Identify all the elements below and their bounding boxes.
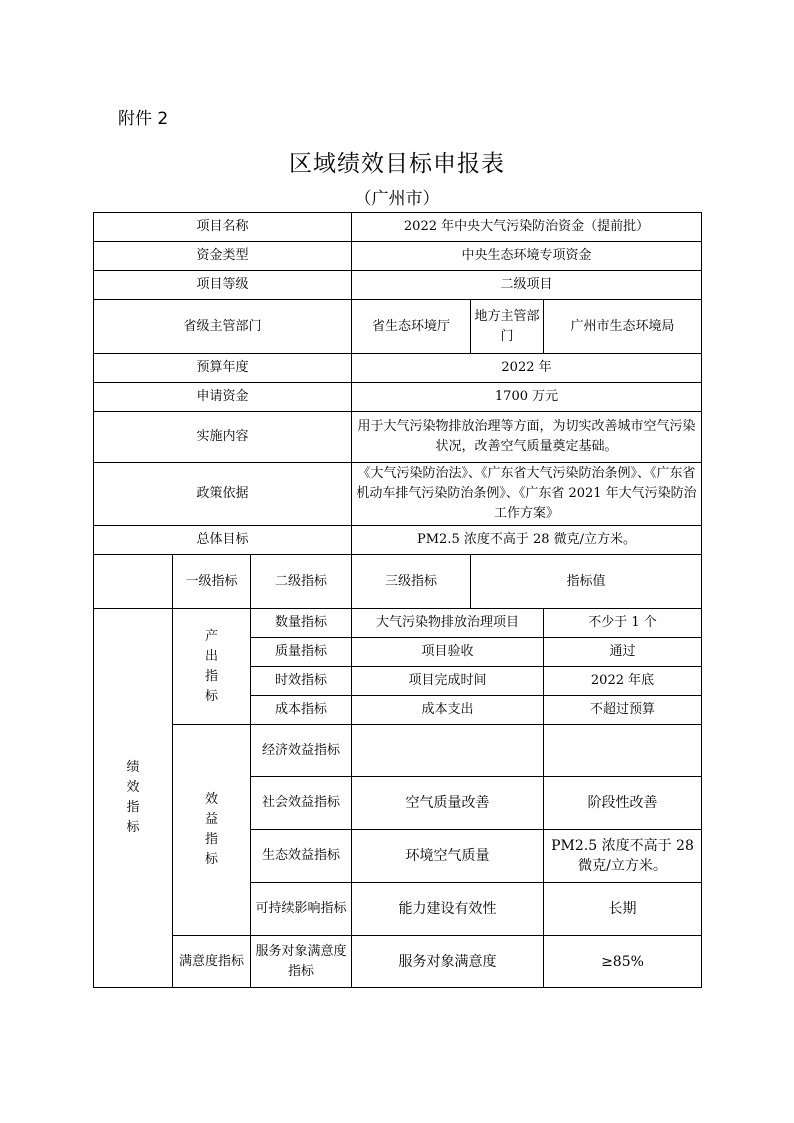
output-l2: 时效指标 [251, 667, 352, 696]
benefit-value: 阶段性改善 [544, 777, 702, 830]
value-apply-fund: 1700 万元 [352, 383, 702, 412]
label-goal: 总体目标 [94, 526, 352, 555]
label-project-level: 项目等级 [94, 271, 352, 300]
benefit-value: 长期 [544, 883, 702, 936]
row-fund-type [94, 242, 702, 271]
value-project-name: 2022 年中央大气污染防治资金（提前批） [352, 213, 702, 242]
header-level2: 二级指标 [251, 555, 352, 609]
value-goal: PM2.5 浓度不高于 28 微克/立方米。 [352, 526, 702, 555]
region-subtitle: （广州市） [354, 189, 440, 209]
table-row [94, 725, 702, 777]
value-policy: 《大气污染防治法》、《广东省大气污染防治条例》、《广东省机动车排气污染防治条例》、《广东省 2021 年大气污染防治工作方案》 [352, 463, 702, 526]
output-l2: 成本指标 [251, 696, 352, 725]
benefit-indicator-label [173, 725, 251, 936]
row-goal [94, 526, 702, 555]
benefit-l3: 环境空气质量 [352, 830, 544, 883]
label-fund-type: 资金类型 [94, 242, 352, 271]
label-policy: 政策依据 [94, 463, 352, 526]
header-level3: 三级指标 [352, 555, 471, 609]
benefit-value [544, 725, 702, 777]
value-project-level: 二级项目 [352, 271, 702, 300]
value-provincial-dept: 省生态环境厅 [352, 300, 471, 354]
table-row [94, 609, 702, 638]
output-l3: 大气污染物排放治理项目 [352, 609, 544, 638]
row-indicator-header [94, 555, 702, 609]
satisfaction-l2: 服务对象满意度指标 [251, 936, 352, 988]
label-apply-fund: 申请资金 [94, 383, 352, 412]
row-departments [94, 300, 702, 354]
row-budget-year [94, 354, 702, 383]
benefit-indicator-text: 效 益 指 标 [204, 792, 218, 867]
output-l3: 项目验收 [352, 638, 544, 667]
benefit-l2: 生态效益指标 [251, 830, 352, 883]
benefit-l2: 经济效益指标 [251, 725, 352, 777]
satisfaction-value: ≥85% [544, 936, 702, 988]
label-budget-year: 预算年度 [94, 354, 352, 383]
value-content: 用于大气污染物排放治理等方面，为切实改善城市空气污染状况，改善空气质量奠定基础。 [352, 412, 702, 463]
output-l2: 数量指标 [251, 609, 352, 638]
output-l3: 成本支出 [352, 696, 544, 725]
row-project-level [94, 271, 702, 300]
satisfaction-l3: 服务对象满意度 [352, 936, 544, 988]
benefit-l2: 可持续影响指标 [251, 883, 352, 936]
output-indicator-label [173, 609, 251, 725]
output-indicator-text: 产 出 指 标 [204, 628, 218, 704]
benefit-l3 [352, 725, 544, 777]
label-provincial-dept: 省级主管部门 [94, 300, 352, 354]
value-fund-type: 中央生态环境专项资金 [352, 242, 702, 271]
label-content: 实施内容 [94, 412, 352, 463]
output-value: 2022 年底 [544, 667, 702, 696]
table-row [94, 936, 702, 988]
benefit-value: PM2.5 浓度不高于 28 微克/立方米。 [544, 830, 702, 883]
row-project-name [94, 213, 702, 242]
header-level1: 一级指标 [173, 555, 251, 609]
satisfaction-indicator-label: 满意度指标 [173, 936, 251, 988]
header-blank [94, 555, 173, 609]
performance-target-table [93, 212, 702, 988]
output-value: 通过 [544, 638, 702, 667]
benefit-l3: 空气质量改善 [352, 777, 544, 830]
row-content [94, 412, 702, 463]
form-title: 区域绩效目标申报表 [289, 151, 505, 177]
label-local-dept: 地方主管部门 [471, 300, 544, 354]
value-local-dept: 广州市生态环境局 [544, 300, 702, 354]
output-l3: 项目完成时间 [352, 667, 544, 696]
benefit-l2: 社会效益指标 [251, 777, 352, 830]
row-apply-fund [94, 383, 702, 412]
benefit-l3: 能力建设有效性 [352, 883, 544, 936]
output-value: 不少于 1 个 [544, 609, 702, 638]
value-budget-year: 2022 年 [352, 354, 702, 383]
performance-group-label [94, 609, 173, 988]
output-l2: 质量指标 [251, 638, 352, 667]
row-policy [94, 463, 702, 526]
performance-group-text: 绩 效 指 标 [126, 760, 140, 835]
output-value: 不超过预算 [544, 696, 702, 725]
attachment-label: 附件 2 [118, 109, 169, 129]
header-value: 指标值 [471, 555, 702, 609]
label-project-name: 项目名称 [94, 213, 352, 242]
